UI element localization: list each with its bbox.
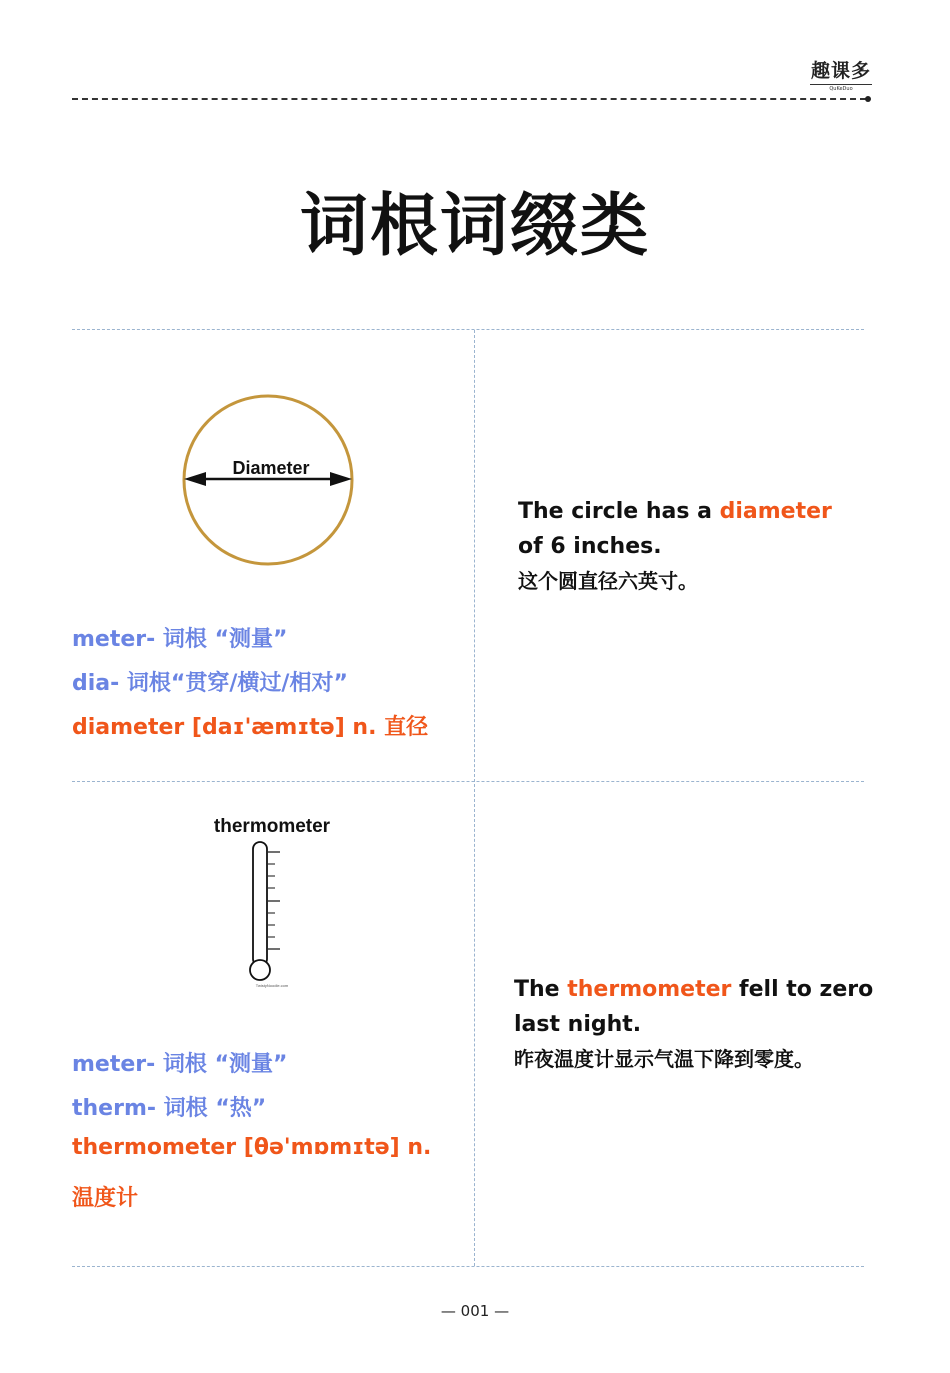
word-thermometer-cn: 温度计 <box>72 1186 139 1211</box>
sentence-highlight: thermometer <box>567 977 732 1002</box>
sentence-text: The circle has a <box>518 499 720 524</box>
thermometer-illustration <box>190 806 346 992</box>
thermometer-image-credit: TwistyNoodle.com <box>255 983 289 988</box>
example-sentence-thermometer <box>514 972 874 1077</box>
root-therm: therm- 词根 “热” <box>72 1096 267 1121</box>
sentence-highlight: diameter <box>719 499 832 524</box>
root-dia: dia- 词根“贯穿/横过/相对” <box>72 671 348 696</box>
logo-subtext: QuKeDuo <box>810 84 872 92</box>
diameter-image-label: Diameter <box>232 458 310 478</box>
root-meter: meter- 词根 “测量” <box>72 1052 288 1077</box>
grid-line-vertical <box>474 330 475 1266</box>
sentence-text: The <box>514 977 568 1002</box>
logo-text: 趣课多 <box>810 60 871 82</box>
diameter-illustration <box>176 388 360 570</box>
thermometer-image-label: thermometer <box>213 816 331 837</box>
grid-line-bottom <box>72 1266 864 1267</box>
header-divider-dot <box>865 96 871 102</box>
sentence-translation: 昨夜温度计显示气温下降到零度。 <box>514 1047 814 1071</box>
page-title: 词根词缀类 <box>299 187 650 266</box>
brand-logo <box>810 60 872 92</box>
page-number: — 001 — <box>440 1302 510 1320</box>
word-thermometer: thermometer [θə'mɒmɪtə] n. <box>72 1135 432 1160</box>
word-diameter: diameter [daɪ'æmɪtə] n. 直径 <box>72 715 429 740</box>
example-sentence-diameter <box>518 494 858 599</box>
root-meter: meter- 词根 “测量” <box>72 627 288 652</box>
sentence-translation: 这个圆直径六英寸。 <box>518 569 698 593</box>
sentence-text: fell to zero last night. <box>514 977 874 1037</box>
grid-line-top <box>72 329 864 330</box>
sentence-text: of 6 inches. <box>518 534 662 559</box>
header-divider <box>72 98 866 100</box>
grid-line-middle <box>72 781 864 782</box>
